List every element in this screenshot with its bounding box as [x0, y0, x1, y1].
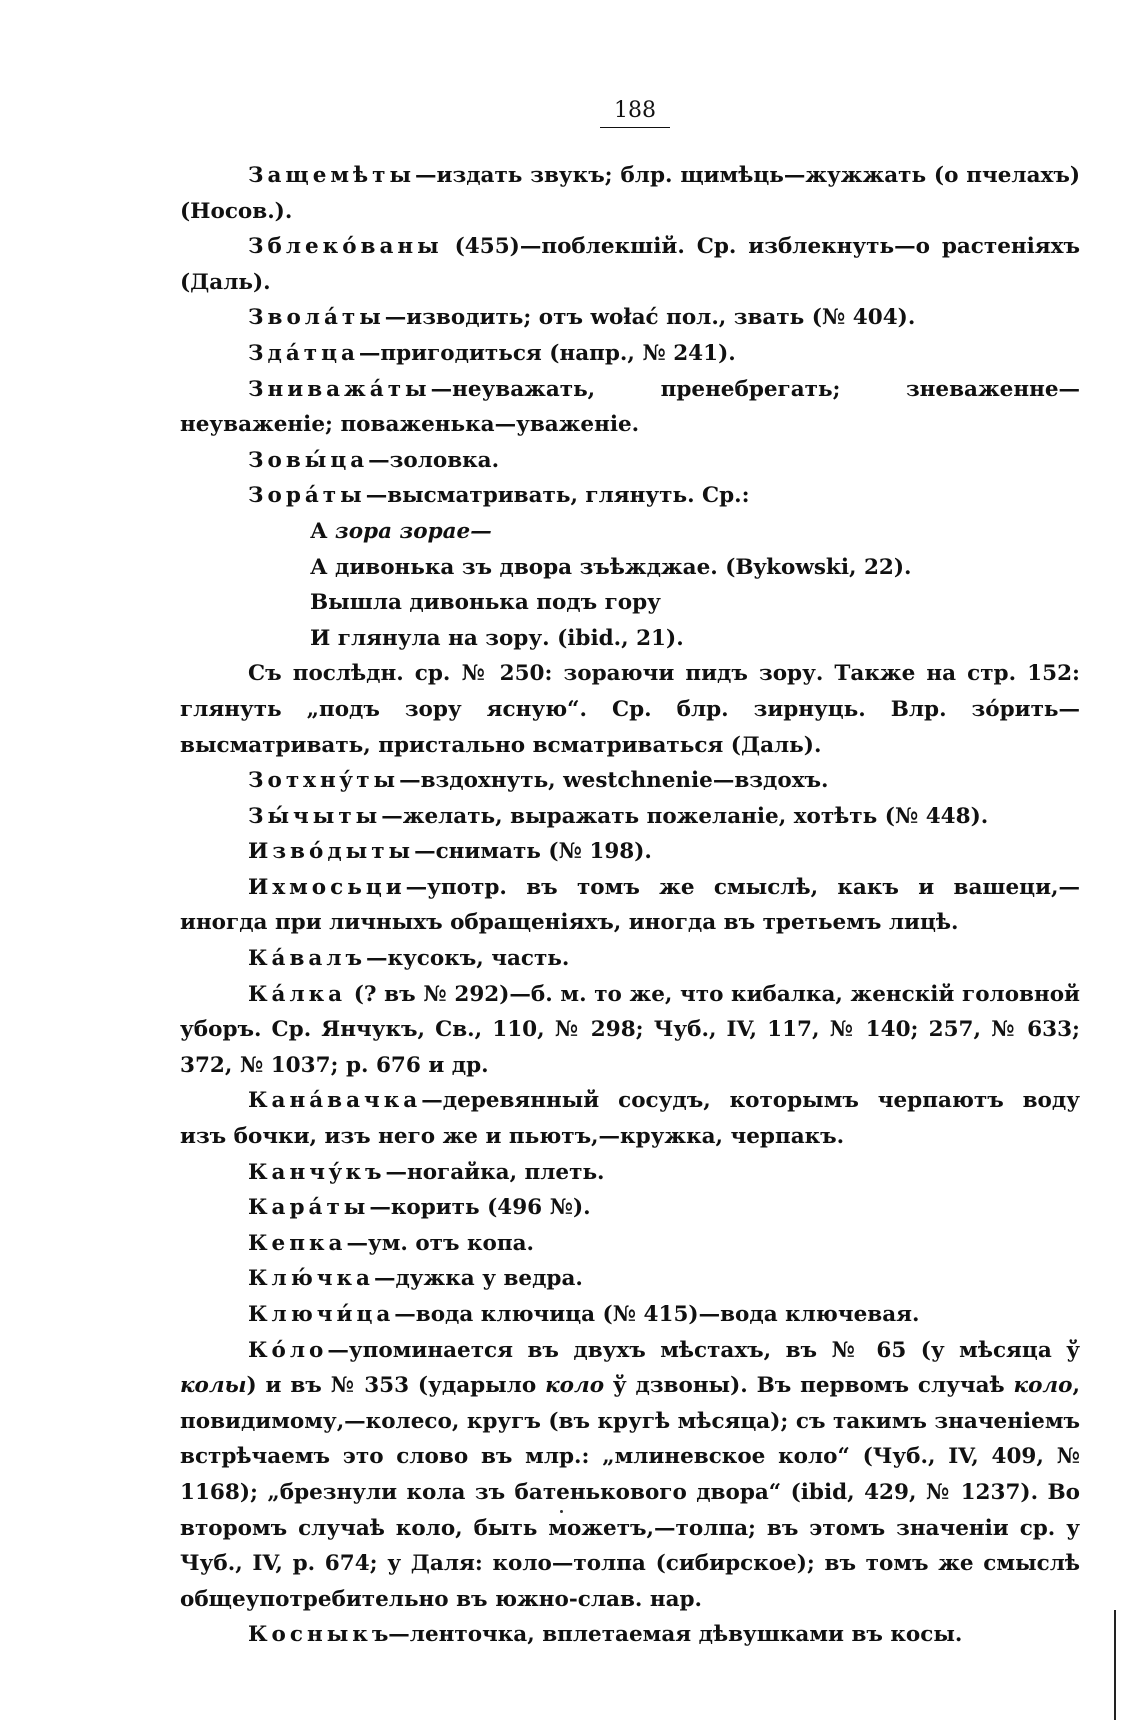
entry-paragraph: [180, 443, 1080, 479]
headword: Зовы́ца: [248, 447, 369, 473]
definition: —неуважать, пренебрегать; зневаженне—неуваженіе; поваженька—уваженіе.: [180, 376, 1080, 438]
headword: Зволáты: [248, 305, 385, 331]
entry-paragraph: [180, 1617, 1080, 1653]
headword: Зблекóваны: [248, 234, 443, 260]
entry-paragraph: [180, 1297, 1080, 1333]
dictionary-text: [180, 158, 1080, 1653]
headword: Кепка: [248, 1230, 347, 1256]
poem-text: А: [310, 518, 335, 544]
definition: —деревянный сосудъ, которымъ черпаютъ воду изъ бочки, изъ него же и пьютъ,—кружка, черпакъ.: [180, 1088, 1080, 1150]
headword: Здáтца: [248, 340, 359, 366]
entry-paragraph: [180, 336, 1080, 372]
headword: Кáлка: [248, 981, 347, 1007]
poem-line: И глянула на зору. (ibid., 21).: [310, 625, 684, 651]
definition: —снимать (№ 198).: [414, 839, 652, 865]
definition: —корить (496 №).: [369, 1195, 591, 1221]
headword: Зотхнýты: [248, 768, 400, 794]
poem-line: Вышла дивонька подъ гору: [310, 590, 661, 616]
definition: —золовка.: [368, 447, 500, 473]
entry-paragraph: [180, 870, 1080, 941]
definition: —дужка у ведра.: [373, 1266, 583, 1292]
definition: ў дзвоны). Въ первомъ случаѣ: [604, 1373, 1014, 1399]
headword: Канáвачка: [248, 1088, 422, 1114]
definition: —пригодиться (напр., № 241).: [358, 340, 736, 366]
definition: ) и въ № 353 (ударыло: [246, 1373, 546, 1399]
scan-speck: [560, 1510, 563, 1513]
headword: Карáты: [248, 1195, 370, 1221]
definition: —ум. отъ копа.: [346, 1230, 535, 1256]
entry-paragraph: [180, 1083, 1080, 1154]
headword: Кóло: [248, 1337, 328, 1363]
entry-paragraph: [180, 1155, 1080, 1191]
poem-italic: зора зорае—: [335, 518, 492, 544]
italic-word: коло: [545, 1373, 605, 1399]
definition: —желать, выражать пожеланіе, хотѣть (№ 448).: [381, 803, 989, 829]
entry-paragraph: [180, 1190, 1080, 1226]
headword: Ихмосьци: [248, 874, 406, 900]
definition: (455)—поблекшій. Ср. изблекнуть—о растеніяхъ (Даль).: [180, 234, 1080, 295]
entry-paragraph: [180, 941, 1080, 977]
entry-paragraph: [180, 834, 1080, 870]
headword: Зы́чыты: [248, 803, 382, 829]
headword: Зорáты: [248, 483, 366, 509]
definition: —изводить; отъ wołać пол., звать (№ 404).: [384, 305, 916, 331]
entry-paragraph: [180, 229, 1080, 300]
definition: —ногайка, плеть.: [385, 1159, 605, 1185]
entry-paragraph: [180, 300, 1080, 336]
headword: Защемѣты: [248, 163, 416, 188]
entry-paragraph: [180, 1226, 1080, 1262]
entry-paragraph: [180, 763, 1080, 799]
poem-line: А дивонька зъ двора зъѣжджае. (Bykowski, 22).: [310, 554, 912, 580]
definition: (? въ № 292)—б. м. то же, что кибалка, женскій головной уборъ. Ср. Янчукъ, Св., 110, № 298; Чуб., IV, 117, № 140; 257, № 633; 372, № 1037; р. 676 и др.: [180, 981, 1080, 1078]
definition: , повидимому,—колесо, кругъ (въ кругѣ мѣсяца); съ такимъ значеніемъ встрѣчаемъ это слово въ млр.: „млиневское коло“ (Чуб., IV, 409, № 1168); „брезнули кола зъ батенькового двора“ (ibid, 429, № 1237). Во второмъ случаѣ коло, быть можетъ,—толпа; въ этомъ значеніи ср. у Чуб., IV, р. 674; у Даля: коло—толпа (сибирское); въ томъ же смыслѣ общеупотребительно въ южно-слав. нар.: [180, 1373, 1080, 1612]
definition: ъ—ленточка, вплетаемая дѣвушками въ косы.: [371, 1622, 963, 1648]
definition: —вздохнуть, westchnenie—вздохъ.: [399, 768, 829, 794]
headword: Канчýкъ: [248, 1159, 386, 1185]
definition: —упоминается въ двухъ мѣстахъ, въ № 65 (у мѣсяца ў: [327, 1337, 1080, 1363]
definition: —издать звукъ; блр. щимѣць—жужжать (о пчелахъ) (Носов.).: [180, 163, 1080, 224]
page-number: 188: [600, 98, 670, 128]
headword: Клю́чка: [248, 1266, 374, 1292]
entry-paragraph: [180, 372, 1080, 443]
definition: —употр. въ томъ же смыслѣ, какъ и вашеци,—иногда при личныхъ обращеніяхъ, иногда въ третьемъ лицѣ.: [180, 874, 1080, 936]
italic-word: колы: [180, 1373, 247, 1399]
scan-edge-line: [1114, 1610, 1116, 1720]
headword: Зниважáты: [248, 376, 431, 402]
entry-paragraph: [180, 158, 1080, 229]
definition: —кусокъ, часть.: [366, 946, 570, 972]
headword: Ключи́ца: [248, 1302, 395, 1327]
headword: Кáвалъ: [248, 946, 367, 972]
italic-word: коло: [1013, 1373, 1073, 1399]
entry-paragraph: [180, 478, 1080, 514]
definition: —высматривать, глянуть. Ср.:: [365, 483, 750, 509]
headword: Извóдыты: [248, 839, 415, 865]
headword: Коснык: [248, 1622, 372, 1648]
poem-quote: [180, 514, 1080, 656]
definition: —вода ключица (№ 415)—вода ключевая.: [394, 1302, 920, 1327]
commentary-paragraph: Съ послѣдн. ср. № 250: зораючи пидъ зору. Также на стр. 152: глянуть „подъ зору ясную“. Ср. блр. зирнуць. Влр. зóрить—высматривать, пристально всматриваться (Даль).: [180, 661, 1080, 758]
entry-paragraph: [180, 1333, 1080, 1618]
entry-paragraph: [180, 977, 1080, 1084]
entry-paragraph: [180, 1261, 1080, 1297]
entry-paragraph: [180, 799, 1080, 835]
poem-line: [310, 514, 1080, 550]
